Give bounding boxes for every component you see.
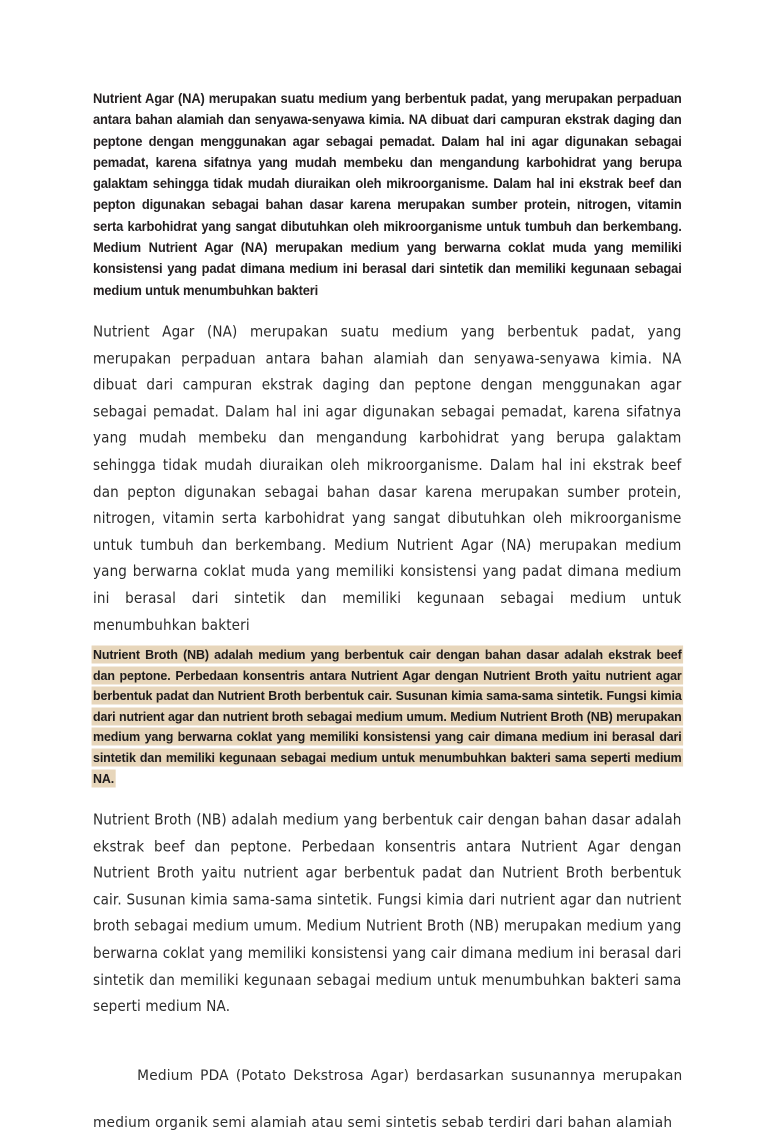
paragraph-nutrient-broth-highlighted xyxy=(93,645,682,789)
document-body xyxy=(93,88,682,1147)
paragraph-nutrient-agar-casual: Nutrient Agar (NA) merupakan suatu medium yang berbentuk padat, yang merupakan perpaduan antara bahan alamiah dan senyawa-senyawa kimia. NA dibuat dari campuran ekstrak daging dan peptone dengan menggunakan agar sebagai pemadat. Dalam hal ini agar digunakan sebagai pemadat, karena sifatnya yang mudah membeku dan mengandung karbohidrat yang berupa galaktam sehingga tidak mudah diuraikan oleh mikroorganisme. Dalam hal ini ekstrak beef dan pepton digunakan sebagai bahan dasar karena merupakan sumber protein, nitrogen, vitamin serta karbohidrat yang sangat dibutuhkan oleh mikroorganisme untuk tumbuh dan berkembang. Medium Nutrient Agar (NA) merupakan medium yang berwarna coklat muda yang memiliki konsistensi yang padat dimana medium ini berasal dari sintetik dan memiliki kegunaan sebagai medium untuk menumbuhkan bakteri xyxy=(93,324,682,634)
paragraph-medium-pda: Medium PDA (Potato Dekstrosa Agar) berdasarkan susunannya merupakan medium organik semi alamiah atau semi sintetis sebab terdiri dari bahan alamiah xyxy=(93,1068,683,1131)
paragraph-nutrient-agar-bold: Nutrient Agar (NA) merupakan suatu medium yang berbentuk padat, yang merupakan perpaduan antara bahan alamiah dan senyawa-senyawa kimia. NA dibuat dari campuran ekstrak daging dan peptone dengan menggunakan agar sebagai pemadat. Dalam hal ini agar digunakan sebagai pemadat, karena sifatnya yang mudah membeku dan mengandung karbohidrat yang berupa galaktam sehingga tidak mudah diuraikan oleh mikroorganisme. Dalam hal ini ekstrak beef dan pepton digunakan sebagai bahan dasar karena merupakan sumber protein, nitrogen, vitamin serta karbohidrat yang sangat dibutuhkan oleh mikroorganisme untuk tumbuh dan berkembang. Medium Nutrient Agar (NA) merupakan medium yang berwarna coklat muda yang memiliki konsistensi yang padat dimana medium ini berasal dari sintetik dan memiliki kegunaan sebagai medium untuk menumbuhkan bakteri xyxy=(93,91,682,298)
paragraph-nutrient-broth-casual: Nutrient Broth (NB) adalah medium yang berbentuk cair dengan bahan dasar adalah ekstrak beef dan peptone. Perbedaan konsentris antara Nutrient Agar dengan Nutrient Broth yaitu nutrient agar berbentuk padat dan Nutrient Broth berbentuk cair. Susunan kimia sama-sama sintetik. Fungsi kimia dari nutrient agar dan nutrient broth sebagai medium umum. Medium Nutrient Broth (NB) merupakan medium yang berwarna coklat yang memiliki konsistensi yang cair dimana medium ini berasal dari sintetik dan memiliki kegunaan sebagai medium untuk menumbuhkan bakteri sama seperti medium NA. xyxy=(93,812,682,1016)
highlighted-text-run: Nutrient Broth (NB) adalah medium yang berbentuk cair dengan bahan dasar adalah ekstrak beef dan peptone. Perbedaan konsentris antara Nutrient Agar dengan Nutrient Broth yaitu nutrient agar berbentuk padat dan Nutrient Broth berbentuk cair. Susunan kimia sama-sama sintetik. Fungsi kimia dari nutrient agar dan nutrient broth sebagai medium umum. Medium Nutrient Broth (NB) merupakan medium yang berwarna coklat yang memiliki konsistensi yang cair dimana medium ini berasal dari sintetik dan memiliki kegunaan sebagai medium untuk menumbuhkan bakteri sama seperti medium NA. xyxy=(93,647,682,786)
